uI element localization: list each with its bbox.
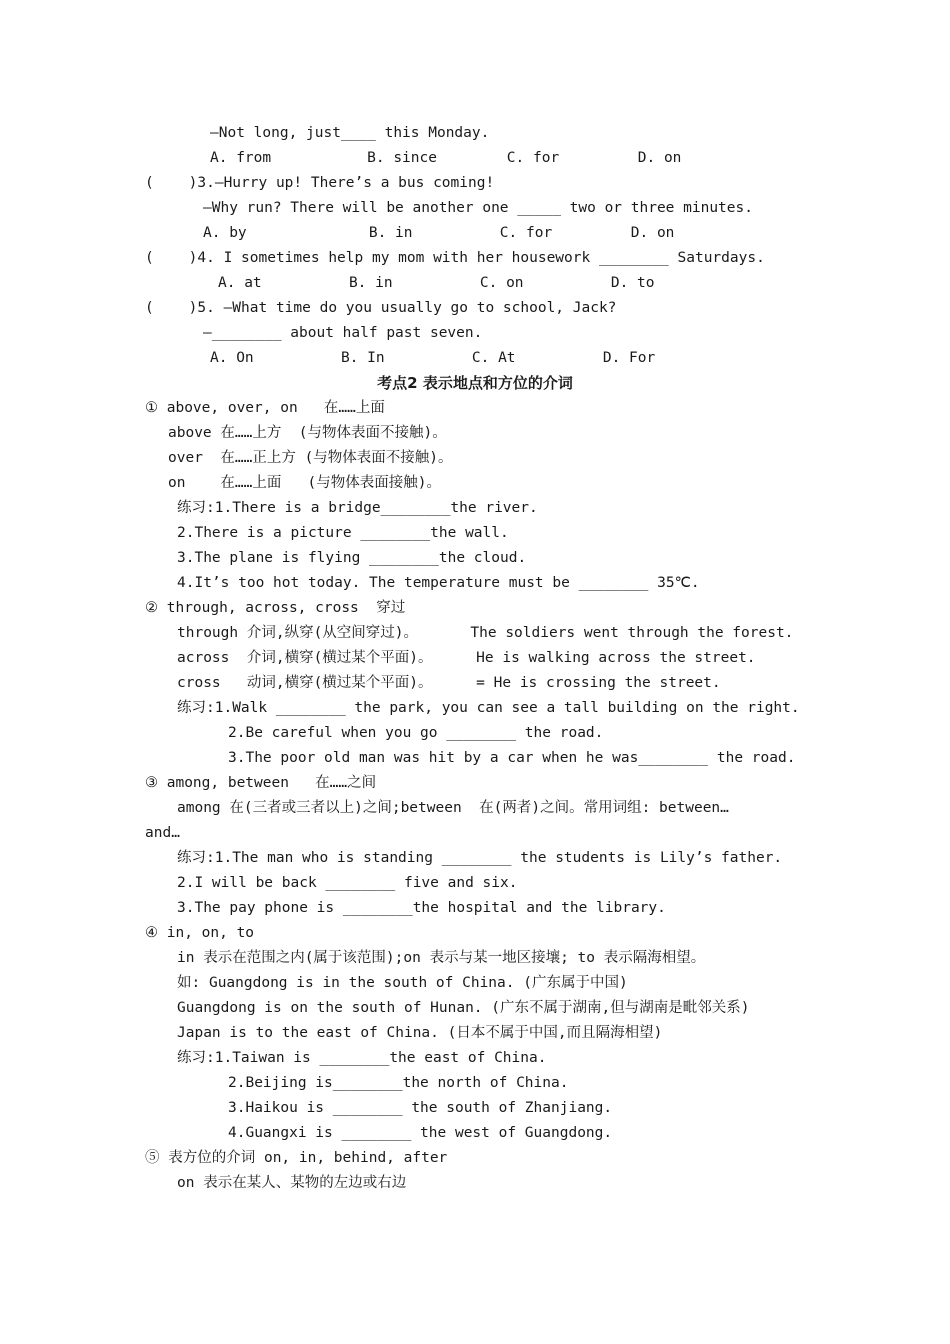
exercise-line: 3.Haikou is ________ the south of Zhanjiang. [228, 1100, 613, 1116]
answer-options: A. at B. in C. on D. to [218, 275, 655, 291]
text-line: Guangdong is on the south of Hunan. (广东不属于湖南,但与湖南是毗邻关系) [177, 1000, 750, 1016]
exercise-line: 练习:1.There is a bridge________the river. [177, 500, 538, 516]
question-5: ( )5. —What time do you usually go to school, Jack? [145, 300, 617, 316]
text-line: —________ about half past seven. [203, 325, 483, 341]
exercise-line: 练习:1.The man who is standing ________ the students is Lily’s father. [177, 850, 783, 866]
question-4: ( )4. I sometimes help my mom with her housework ________ Saturdays. [145, 250, 765, 266]
text-line: —Not long, just____ this Monday. [210, 125, 490, 141]
exercise-line: 3.The pay phone is ________the hospital and the library. [177, 900, 666, 916]
text-line: in 表示在范围之内(属于该范围);on 表示与某一地区接壤; to 表示隔海相望。 [177, 950, 706, 966]
text-line: across 介词,横穿(横过某个平面)。 He is walking across the street. [177, 650, 756, 666]
section-title: 考点2 表示地点和方位的介词 [377, 374, 573, 392]
text-line: above 在……上方 (与物体表面不接触)。 [168, 425, 447, 441]
text-line: on 在……上面 (与物体表面接触)。 [168, 475, 441, 491]
exercise-line: 3.The poor old man was hit by a car when he was________ the road. [228, 750, 796, 766]
exercise-line: 2.There is a picture ________the wall. [177, 525, 509, 541]
point-heading: ④ in, on, to [145, 925, 255, 941]
exercise-line: 4.Guangxi is ________ the west of Guangdong. [228, 1125, 613, 1141]
text-line: 如: Guangdong is in the south of China. (广东属于中国) [177, 975, 628, 991]
text-line: through 介词,纵穿(从空间穿过)。 The soldiers went through the forest. [177, 625, 794, 641]
point-heading: ⑤ 表方位的介词 on, in, behind, after [145, 1150, 448, 1166]
text-line: among 在(三者或三者以上)之间;between 在(两者)之间。常用词组: between… [177, 800, 729, 816]
text-line: —Why run? There will be another one _____ two or three minutes. [203, 200, 753, 216]
text-line: over 在……正上方 (与物体表面不接触)。 [168, 450, 453, 466]
exercise-line: 2.I will be back ________ five and six. [177, 875, 518, 891]
text-line: and… [145, 825, 180, 841]
text-line: cross 动词,横穿(横过某个平面)。 = He is crossing the street. [177, 675, 721, 691]
point-heading: ② through, across, cross 穿过 [145, 600, 406, 616]
answer-options: A. On B. In C. At D. For [210, 350, 656, 366]
exercise-line: 2.Beijing is________the north of China. [228, 1075, 569, 1091]
exercise-line: 3.The plane is flying ________the cloud. [177, 550, 527, 566]
exercise-line: 2.Be careful when you go ________ the road. [228, 725, 604, 741]
exercise-line: 练习:1.Taiwan is ________the east of China. [177, 1050, 547, 1066]
exercise-line: 4.It’s too hot today. The temperature must be ________ 35℃. [177, 575, 700, 591]
answer-options: A. from B. since C. for D. on [210, 150, 682, 166]
text-line: on 表示在某人、某物的左边或右边 [177, 1175, 407, 1191]
question-3: ( )3.—Hurry up! There’s a bus coming! [145, 175, 495, 191]
text-line: Japan is to the east of China. (日本不属于中国,而且隔海相望) [177, 1025, 663, 1041]
answer-options: A. by B. in C. for D. on [203, 225, 675, 241]
exercise-line: 练习:1.Walk ________ the park, you can see a tall building on the right. [177, 700, 800, 716]
point-heading: ① above, over, on 在……上面 [145, 400, 385, 416]
point-heading: ③ among, between 在……之间 [145, 775, 377, 791]
